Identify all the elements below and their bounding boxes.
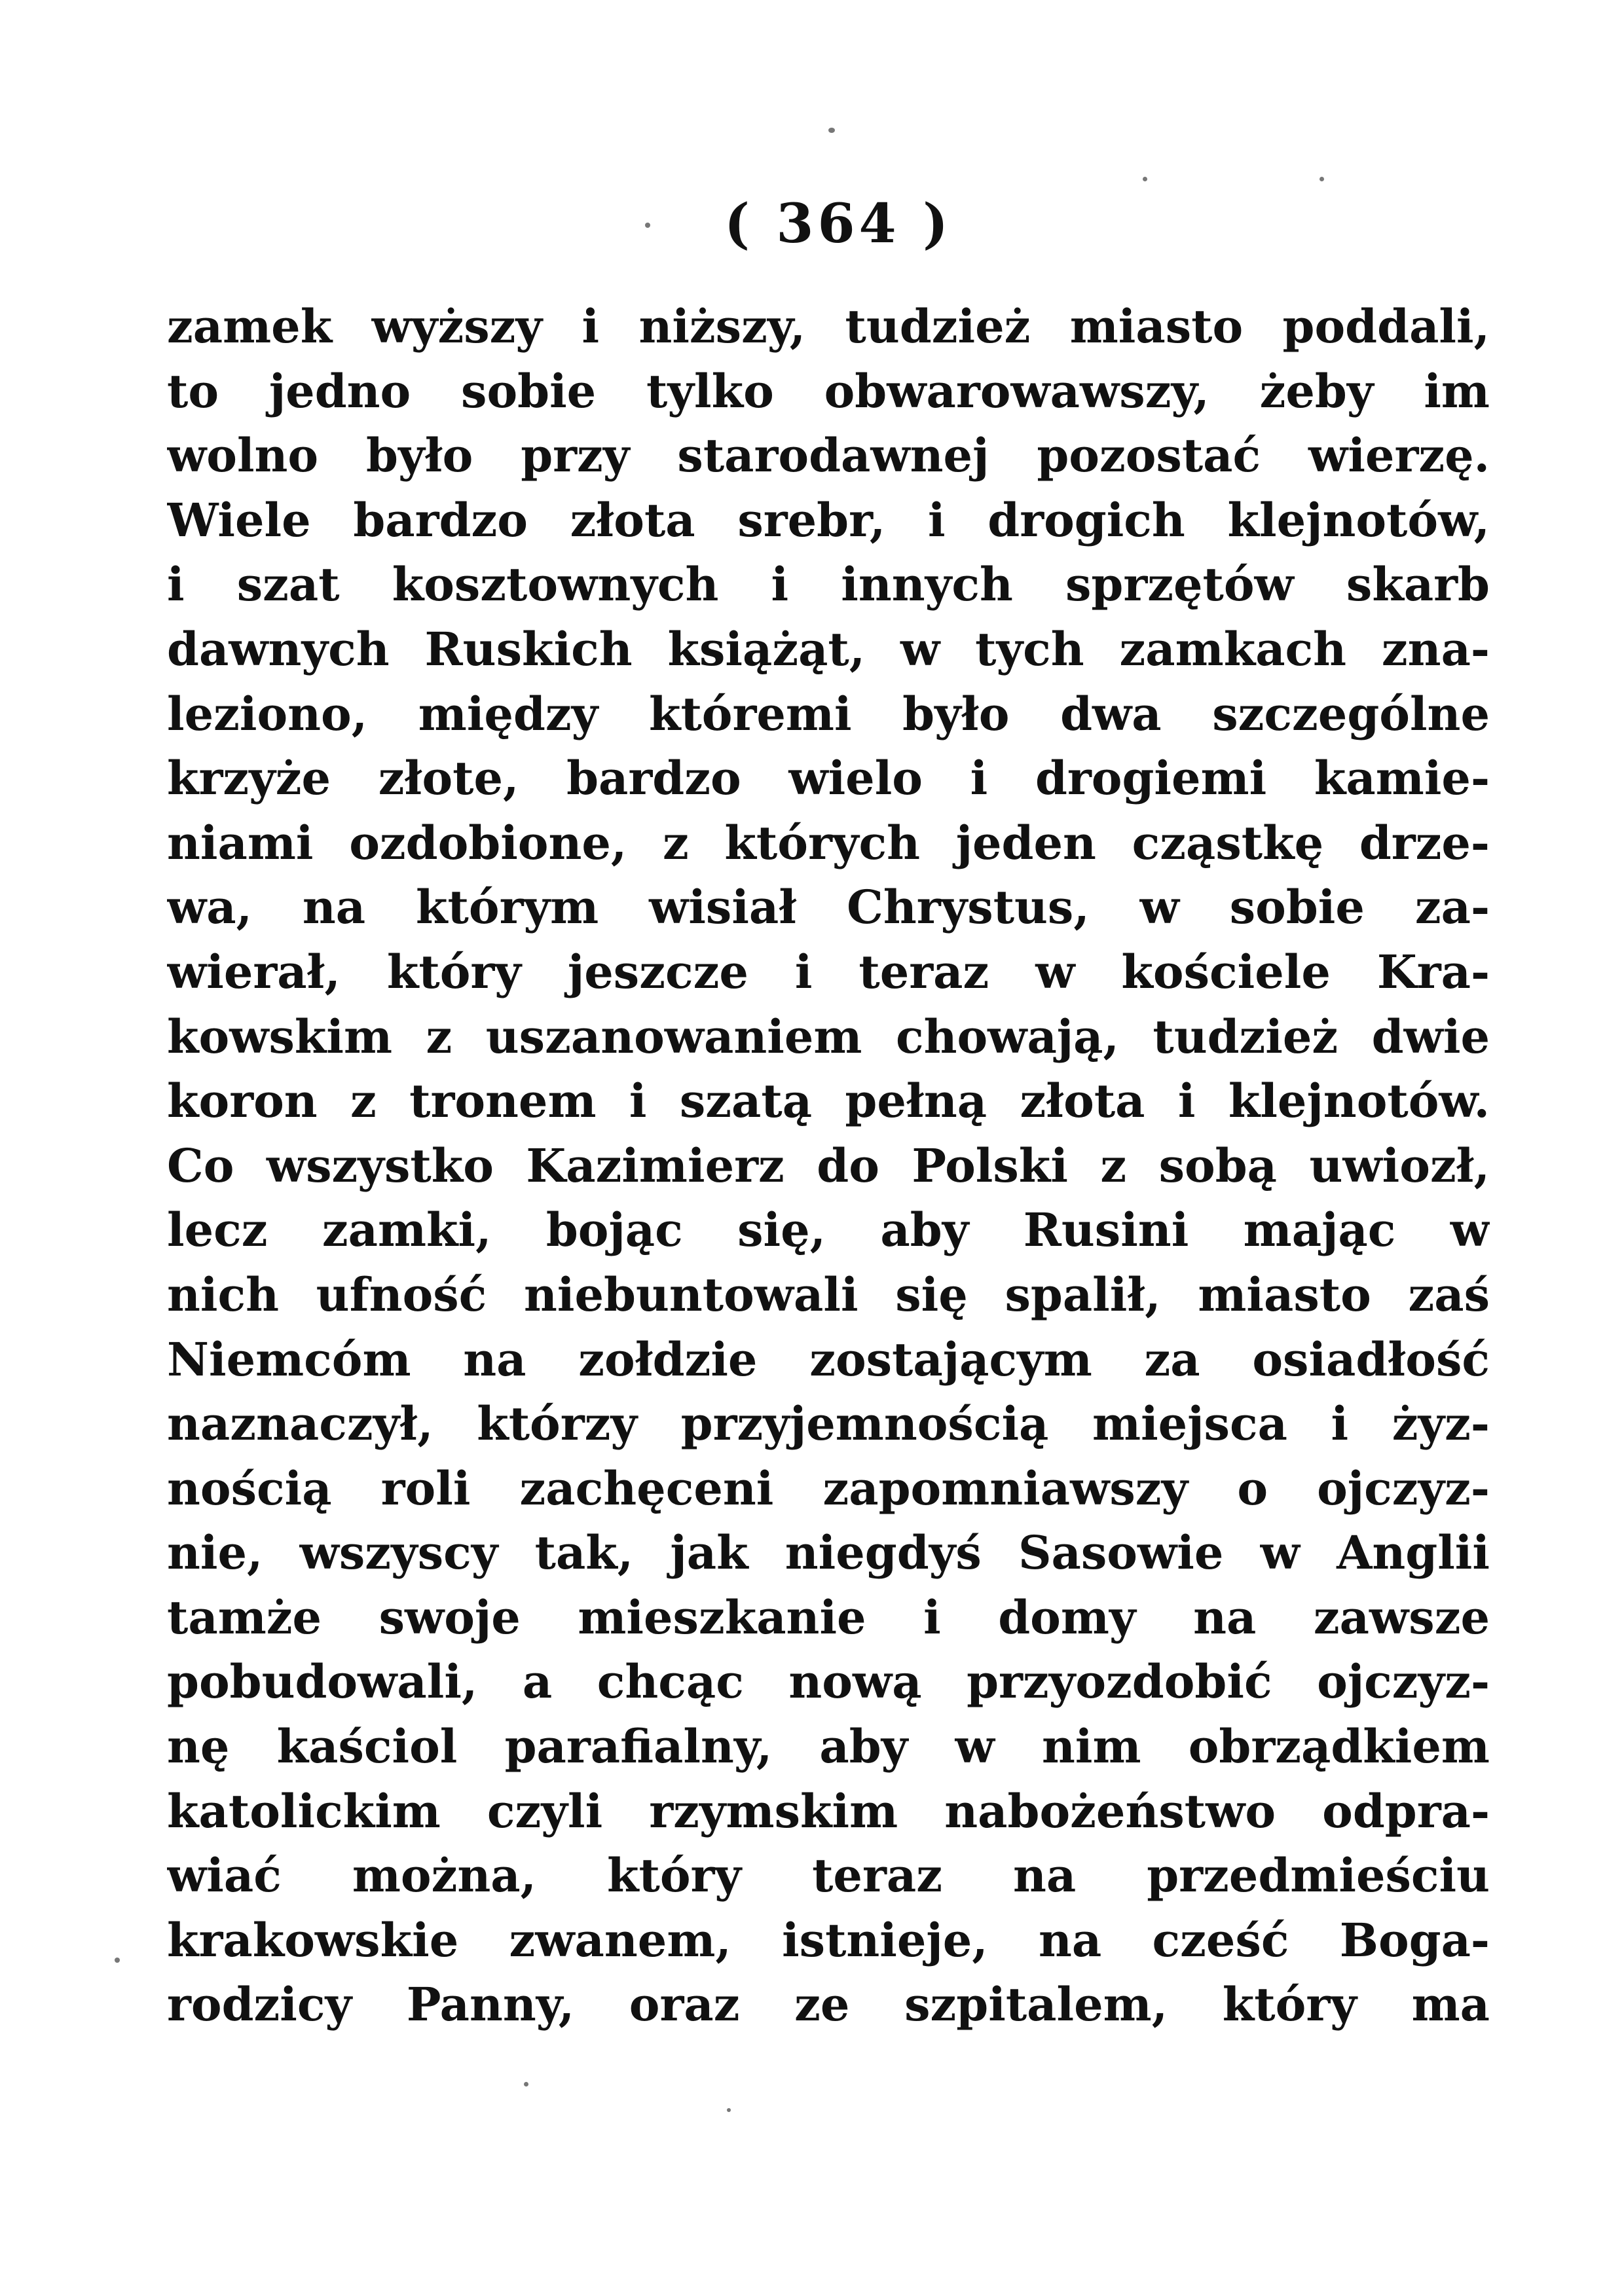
text-line: tamże swoje mieszkanie i domy na zawsze (167, 1590, 1490, 1645)
text-line: i szat kosztownych i innych sprzętów skarb (167, 557, 1490, 612)
text-line: nością roli zachęceni zapomniawszy o ojczyz- (167, 1461, 1490, 1516)
text-line: leziono, między któremi było dwa szczególne (167, 686, 1490, 741)
page-number: ( 364 ) (724, 192, 952, 255)
text-line: lecz zamki, bojąc się, aby Rusini mając w (167, 1203, 1490, 1258)
text-line: wolno było przy starodawnej pozostać wierzę. (167, 428, 1490, 483)
text-line: naznaczył, którzy przyjemnością miejsca i żyz- (167, 1396, 1490, 1451)
text-line: nich ufność niebuntowali się spalił, miasto zaś (167, 1267, 1490, 1322)
text-line: to jedno sobie tylko obwarowawszy, żeby im (167, 363, 1490, 418)
text-line: wa, na którym wisiał Chrystus, w sobie za- (167, 880, 1490, 935)
body-text (167, 295, 1490, 2037)
paper-speck (645, 223, 650, 228)
text-line: Wiele bardzo złota srebr, i drogich klejnotów, (167, 492, 1490, 547)
text-line: nie, wszyscy tak, jak niegdyś Sasowie w Anglii (167, 1525, 1490, 1580)
text-line: nę kaściol parafialny, aby w nim obrządkiem (167, 1719, 1490, 1774)
text-line: niami ozdobione, z których jeden cząstkę drze- (167, 815, 1490, 870)
text-line: kowskim z uszanowaniem chowają, tudzież dwie (167, 1009, 1490, 1064)
text-line: wierał, który jeszcze i teraz w kościele Kra- (167, 944, 1490, 999)
text-line: wiać można, który teraz na przedmieściu (167, 1848, 1490, 1903)
text-line: krakowskie zwanem, istnieje, na cześć Boga- (167, 1912, 1490, 1967)
text-line: dawnych Ruskich książąt, w tych zamkach zna- (167, 621, 1490, 676)
text-line: Niemcóm na zołdzie zostającym za osiadłość (167, 1332, 1490, 1387)
paper-speck (1320, 177, 1324, 181)
text-line: zamek wyższy i niższy, tudzież miasto poddali, (167, 299, 1490, 354)
paper-speck (828, 128, 835, 133)
text-line: katolickim czyli rzymskim nabożeństwo odpra- (167, 1783, 1490, 1838)
paper-speck (115, 1958, 120, 1963)
paper-speck (727, 2108, 731, 2112)
text-line: krzyże złote, bardzo wielo i drogiemi kamie- (167, 751, 1490, 806)
paper-speck (1143, 177, 1147, 181)
text-line: rodzicy Panny, oraz ze szpitalem, który ma (167, 1977, 1490, 2032)
text-line: pobudowali, a chcąc nową przyozdobić ojczyz- (167, 1654, 1490, 1709)
text-line: koron z tronem i szatą pełną złota i klejnotów. (167, 1074, 1490, 1129)
text-line: Co wszystko Kazimierz do Polski z sobą uwiozł, (167, 1138, 1490, 1193)
paper-speck (524, 2082, 528, 2086)
